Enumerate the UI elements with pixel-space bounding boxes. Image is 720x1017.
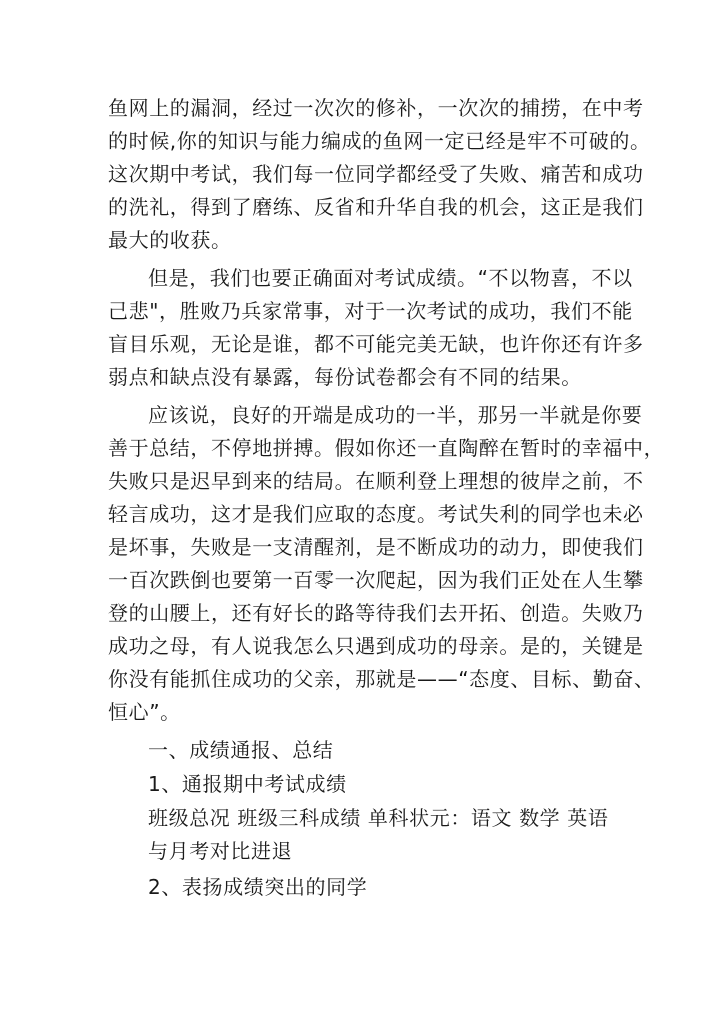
text-line: 的洗礼，得到了磨练、反省和升华自我的机会，这正是我们 [108,195,644,219]
text-line: 盲目乐观，无论是谁，都不可能完美无缺，也许你还有许多 [108,332,644,356]
text-line: 善于总结，不停地拼搏。假如你还一直陶醉在暂时的幸福中， [108,436,665,460]
text-line: 最大的收获。 [108,228,232,252]
paragraph-start: 但是，我们也要正确面对考试成绩。“不以物喜，不以 [148,266,633,290]
section-heading: 一、成绩通报、总结 [148,738,334,762]
text-line: 登的山腰上，还有好长的路等待我们去开拓、创造。失败乃 [108,601,644,625]
paragraph-start: 应该说，良好的开端是成功的一半，那另一半就是你要 [148,403,643,427]
text-line: 失败只是迟早到来的结局。在顺利登上理想的彼岸之前，不 [108,469,644,493]
text-line: 恒心”。 [108,700,181,724]
text-line: 一百次跌倒也要第一百零一次爬起，因为我们正处在人生攀 [108,568,644,592]
text-line: 鱼网上的漏洞，经过一次次的修补，一次次的捕捞，在中考 [108,96,644,120]
text-line: 班级总况 班级三科成绩 单科状元：语文 数学 英语 [148,806,609,830]
text-line: 你没有能抓住成功的父亲，那就是——“态度、目标、勤奋、 [108,667,655,691]
subsection-heading: 1、通报期中考试成绩 [148,772,347,796]
text-line: 轻言成功，这才是我们应取的态度。考试失利的同学也未必 [108,502,644,526]
text-line: 是坏事，失败是一支清醒剂，是不断成功的动力，即使我们 [108,535,644,559]
text-line: 与月考对比进退 [148,839,293,863]
subsection-heading: 2、表扬成绩突出的同学 [148,875,368,899]
text-line: 成功之母，有人说我怎么只遇到成功的母亲。是的，关键是 [108,634,644,658]
text-line: 己悲"，胜败乃兵家常事，对于一次考试的成功，我们不能 [108,299,633,323]
text-line: 的时候,你的知识与能力编成的鱼网一定已经是牢不可破的。 [108,129,651,153]
text-line: 这次期中考试，我们每一位同学都经受了失败、痛苦和成功 [108,162,644,186]
text-line: 弱点和缺点没有暴露，每份试卷都会有不同的结果。 [108,365,582,389]
